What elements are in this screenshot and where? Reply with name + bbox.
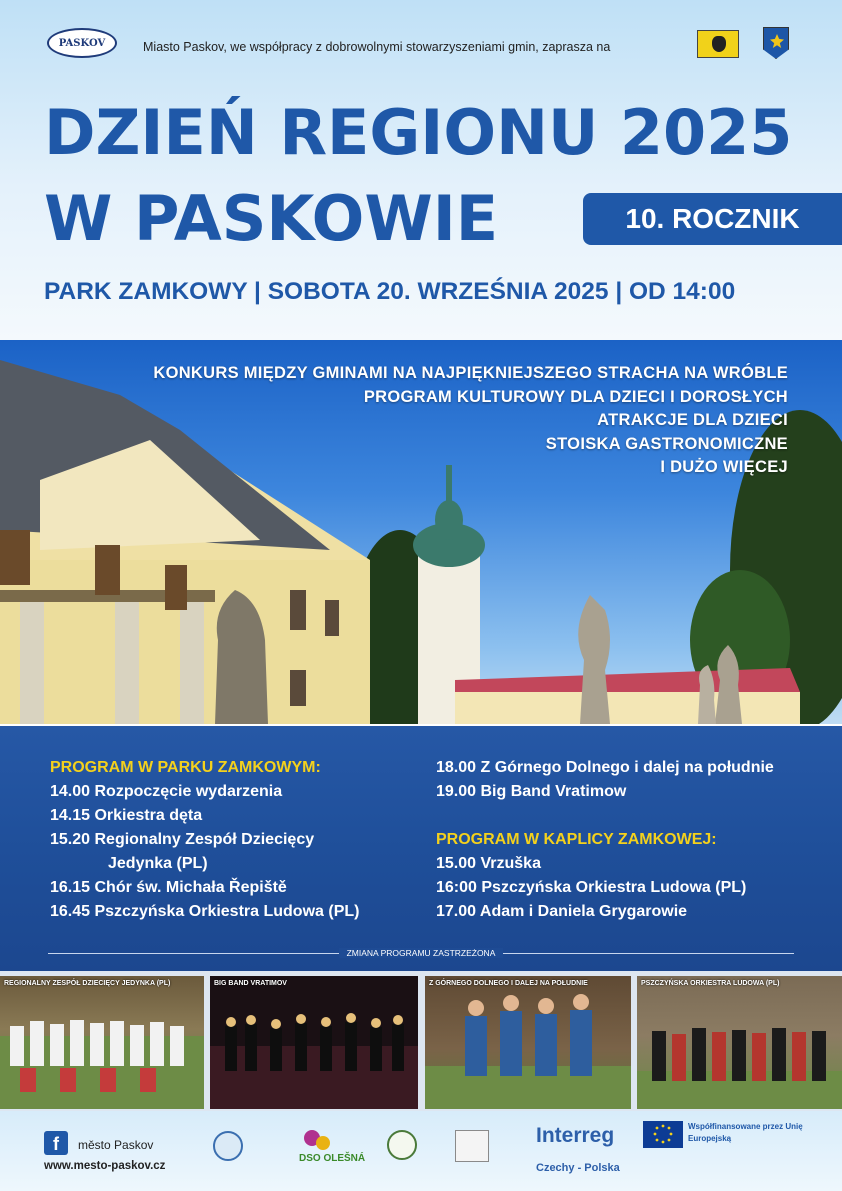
partner-logo-icon (387, 1130, 417, 1160)
photo-caption: Z GÓRNEGO DOLNEGO I DALEJ NA POŁUDNIE (429, 980, 588, 987)
program-item: 19.00 Big Band Vratimow (436, 783, 627, 800)
photo-z-gornego (425, 976, 631, 1109)
program-item: 16:00 Pszczyńska Orkiestra Ludowa (PL) (436, 879, 747, 896)
edition-badge (583, 193, 842, 245)
band-photo-illustration (210, 976, 418, 1109)
photo-caption: BIG BAND VRATIMOV (214, 980, 287, 987)
program-park-column-cont (436, 756, 774, 804)
program-park-heading: PROGRAM W PARKU ZAMKOWYM: (50, 759, 321, 776)
website-link[interactable]: www.mesto-paskov.cz (44, 1160, 166, 1172)
group-photo-illustration (637, 976, 842, 1109)
photo-caption: PSZCZYŃSKA ORKIESTRA LUDOWA (PL) (641, 980, 780, 987)
highlight-item: KONKURS MIĘDZY GMINAMI NA NAJPIĘKNIEJSZEGO STRACHA NA WRÓBLE (153, 364, 788, 382)
event-title-location: W PASKOWIE (44, 182, 499, 255)
group-photo-illustration (0, 976, 204, 1109)
program-notice (0, 948, 842, 958)
program-chapel-heading: PROGRAM W KAPLICY ZAMKOWEJ: (436, 831, 717, 848)
edition-badge-label: 10. ROCZNIK (625, 203, 800, 234)
program-item: 15.20 Regionalny Zespół Dziecięcy (50, 831, 315, 848)
dso-label: DSO OLEŠNÁ (299, 1153, 366, 1164)
program-item: 16.15 Chór św. Michała Řepiště (50, 879, 287, 896)
event-info-line: PARK ZAMKOWY | SOBOTA 20. WRZEŚNIA 2025 | OD 14:00 (44, 278, 736, 305)
photo-pszczynska (637, 976, 842, 1109)
program-item: 16.45 Pszczyńska Orkiestra Ludowa (PL) (50, 903, 360, 920)
highlight-item: PROGRAM KULTUROWY DLA DZIECI I DOROSŁYCH (363, 387, 788, 406)
program-item: 14.15 Orkiestra dęta (50, 807, 203, 824)
facebook-icon[interactable]: f (44, 1131, 68, 1155)
photo-caption: REGIONALNY ZESPÓŁ DZIECIĘCY JEDYNKA (PL) (4, 980, 171, 987)
eu-cofinanced-text: Współfinansowane przez Unię Europejską (688, 1122, 803, 1143)
program-item: 18.00 Z Górnego Dolnego i dalej na południe (436, 759, 774, 776)
castle-photo (0, 340, 842, 724)
eu-flag-icon (643, 1121, 683, 1148)
highlight-item: I DUŻO WIĘCEJ (660, 458, 788, 476)
interreg-subtitle: Czechy - Polska (536, 1162, 620, 1174)
dso-flower-petal-icon (316, 1136, 330, 1150)
program-park-column (50, 756, 359, 924)
program-item: 15.00 Vrzuška (436, 855, 541, 872)
facebook-label: město Paskov (78, 1138, 154, 1152)
pszczyna-logo-icon (455, 1130, 489, 1162)
highlights-list (153, 362, 788, 480)
program-item: 14.00 Rozpoczęcie wydarzenia (50, 783, 283, 800)
photo-big-band (210, 976, 418, 1109)
interreg-logo: Interreg (536, 1124, 615, 1147)
event-title: DZIEŃ REGIONU 2025 (44, 96, 793, 169)
partner-logo-icon (213, 1131, 243, 1161)
highlight-item: STOISKA GASTRONOMICZNE (545, 434, 788, 453)
eu-stars-icon (643, 1121, 683, 1148)
highlight-item: ATRAKCJE DLA DZIECI (597, 411, 788, 429)
paskov-logo (47, 28, 117, 58)
program-item: Jedynka (PL) (108, 855, 208, 872)
program-chapel-column (436, 828, 746, 924)
program-item: 17.00 Adam i Daniela Grygarowie (436, 903, 688, 920)
program-notice-text: ZMIANA PROGRAMU ZASTRZEŻONA (339, 948, 504, 958)
region-crest-icon (697, 30, 739, 58)
photo-jedynka (0, 976, 204, 1109)
group-photo-illustration (425, 976, 631, 1109)
intro-text: Miasto Paskov, we współpracy z dobrowolnymi stowarzyszeniami gmin, zaprasza na (143, 40, 611, 54)
paskov-logo-text: PASKOV (58, 37, 106, 49)
